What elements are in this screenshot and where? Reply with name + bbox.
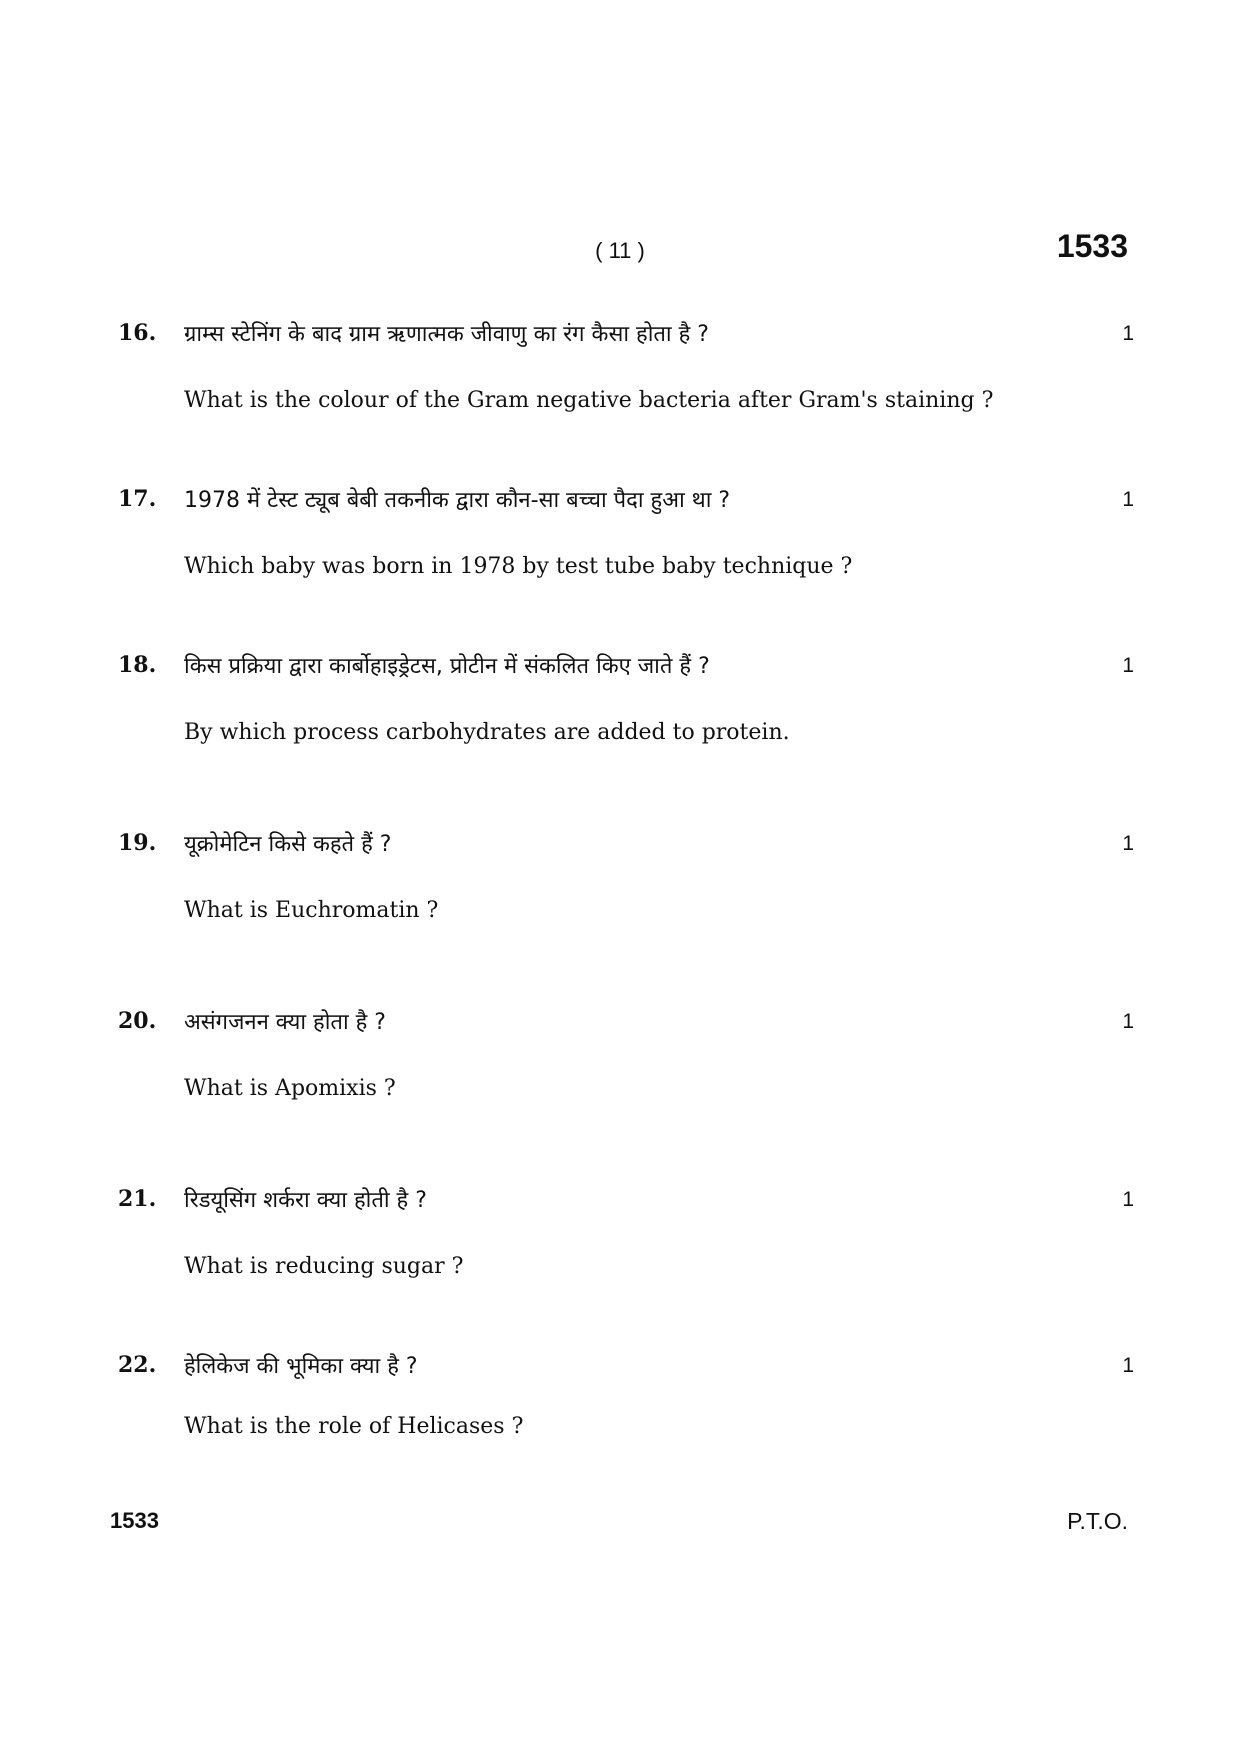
question-text-hindi: किस प्रक्रिया द्वारा कार्बोहाइड्रेटस, प्रोटीन में संकलित किए जाते हैं ? xyxy=(184,654,710,679)
question-text-hindi: यूक्रोमेटिन किसे कहते हैं ? xyxy=(184,832,392,857)
question-text-hindi: असंगजनन क्या होता है ? xyxy=(184,1010,386,1035)
question-marks: 1 xyxy=(1122,1354,1134,1377)
question-text-hindi: ग्राम्स स्टेनिंग के बाद ग्राम ऋणात्मक जीवाणु का रंग कैसा होता है ? xyxy=(184,322,709,347)
question-text-english: What is Apomixis ? xyxy=(184,1076,396,1101)
question-marks: 1 xyxy=(1122,322,1134,345)
question-text-english: What is Euchromatin ? xyxy=(184,898,439,923)
question-text-english: What is reducing sugar ? xyxy=(184,1254,464,1279)
question-number: 21. xyxy=(118,1186,157,1212)
question-text-english: What is the colour of the Gram negative bacteria after Gram's staining ? xyxy=(184,388,994,413)
question-marks: 1 xyxy=(1122,1010,1134,1033)
question-text-hindi: 1978 में टेस्ट ट्यूब बेबी तकनीक द्वारा कौन-सा बच्चा पैदा हुआ था ? xyxy=(184,488,731,513)
question-number: 16. xyxy=(118,320,157,346)
pto-label: P.T.O. xyxy=(1067,1508,1128,1534)
question-number: 22. xyxy=(118,1352,157,1378)
question-text-english: What is the role of Helicases ? xyxy=(184,1414,524,1439)
question-text-hindi: हेलिकेज की भूमिका क्या है ? xyxy=(184,1354,418,1379)
question-marks: 1 xyxy=(1122,654,1134,677)
paper-code-header: 1533 xyxy=(1056,228,1128,264)
page-number: ( 11 ) xyxy=(595,238,645,263)
question-number: 19. xyxy=(118,830,157,856)
question-text-english: Which baby was born in 1978 by test tube baby technique ? xyxy=(184,554,853,579)
question-text-hindi: रिडयूसिंग शर्करा क्या होती है ? xyxy=(184,1188,427,1213)
question-number: 18. xyxy=(118,652,157,678)
question-marks: 1 xyxy=(1122,1188,1134,1211)
question-number: 17. xyxy=(118,486,157,512)
paper-code-footer: 1533 xyxy=(110,1508,159,1533)
question-text-english: By which process carbohydrates are added to protein. xyxy=(184,720,790,745)
question-marks: 1 xyxy=(1122,832,1134,855)
question-marks: 1 xyxy=(1122,488,1134,511)
question-number: 20. xyxy=(118,1008,157,1034)
